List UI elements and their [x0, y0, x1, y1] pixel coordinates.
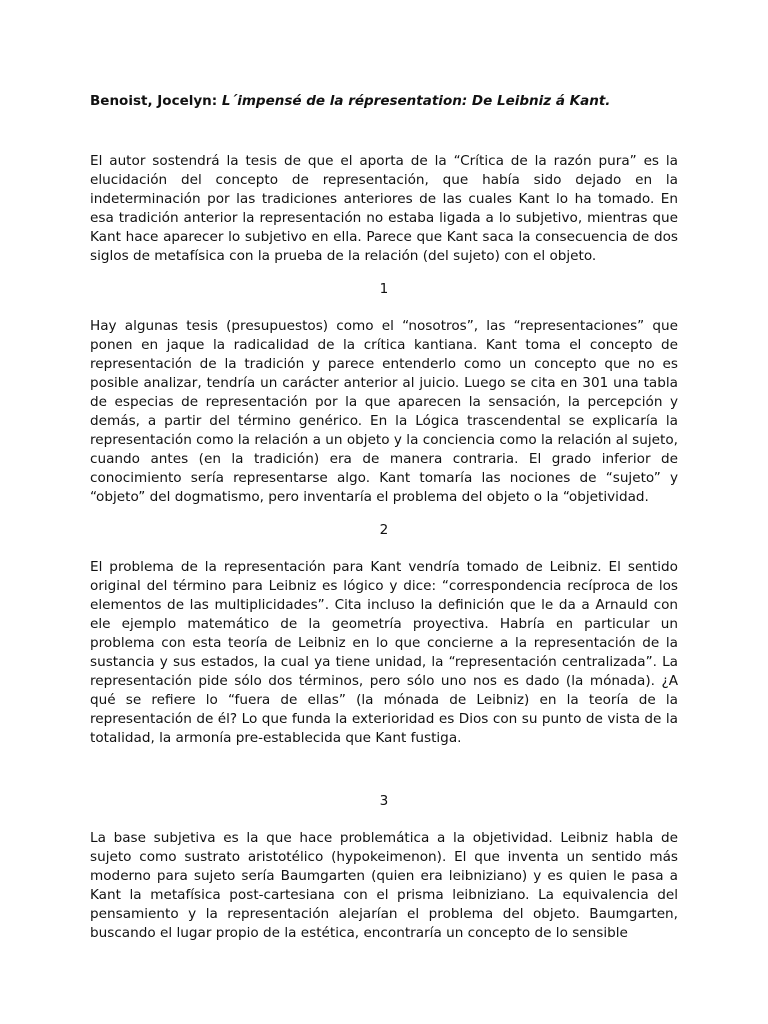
document-title: L´impensé de la répresentation: De Leibniz á Kant. [221, 93, 611, 109]
paragraph-intro: El autor sostendrá la tesis de que el aporta de la “Crítica de la razón pura” es la elucidación del concepto de representación, que había sido dejado en la indeterminación por las tradiciones anteriores de las cuales Kant lo ha tomado. En esa tradición anterior la representación no estaba ligada a lo subjetivo, mientras que Kant hace aparecer lo subjetivo en ella. Parece que Kant saca la consecuencia de dos siglos de metafísica con la prueba de la relación (del sujeto) con el objeto. [90, 153, 678, 264]
section-number-3: 3 [379, 793, 389, 809]
section-number-1: 1 [379, 281, 389, 297]
paragraph-section-3: La base subjetiva es la que hace problemática a la objetividad. Leibniz habla de sujeto como sustrato aristotélico (hypokeimenon). El que inventa un sentido más moderno para sujeto sería Baumgarten (quien era leibniziano) y es quien le pasa a Kant la metafísica post-cartesiana con el prisma leibniziano. La equivalencia del pensamiento y la representación alejarían el problema del objeto. Baumgarten, buscando el lugar propio de la estética, encontraría un concepto de lo sensible [90, 830, 678, 941]
author-name: Benoist, Jocelyn: [90, 93, 218, 109]
document-heading [90, 90, 678, 112]
paragraph-section-1: Hay algunas tesis (presupuestos) como el “nosotros”, las “representaciones” que ponen en jaque la radicalidad de la crítica kantiana. Kant toma el concepto de representación de la tradición y parece entenderlo como un concepto que no es posible analizar, tendría un carácter anterior al juicio. Luego se cita en 301 una tabla de especias de representación por la que aparecen la sensación, la percepción y demás, a partir del término genérico. En la Lógica trascendental se explicaría la representación como la relación a un objeto y la conciencia como la relación al sujeto, cuando antes (en la tradición) era de manera contraria. El grado inferior de conocimiento sería representarse algo. Kant tomaría las nociones de “sujeto” y “objeto” del dogmatismo, pero inventaría el problema del objeto o la “objetividad. [90, 318, 678, 505]
paragraph-section-2: El problema de la representación para Kant vendría tomado de Leibniz. El sentido original del término para Leibniz es lógico y dice: “correspondencia recíproca de los elementos de las multiplicidades”. Cita incluso la definición que le da a Arnauld con ele ejemplo matemático de la geometría proyectiva. Habría en particular un problema con esta teoría de Leibniz en lo que concierne a la representación de la sustancia y sus estados, la cual ya tiene unidad, la “representación centralizada”. La representación pide sólo dos términos, pero sólo uno nos es dado (la mónada). ¿A qué se refiere lo “fuera de ellas” (la mónada de Leibniz) en la teoría de la representación de él? Lo que funda la exterioridad es Dios con su punto de vista de la totalidad, la armonía pre-establecida que Kant fustiga. [90, 559, 678, 746]
document-page [90, 90, 678, 943]
section-number-2: 2 [379, 522, 389, 538]
